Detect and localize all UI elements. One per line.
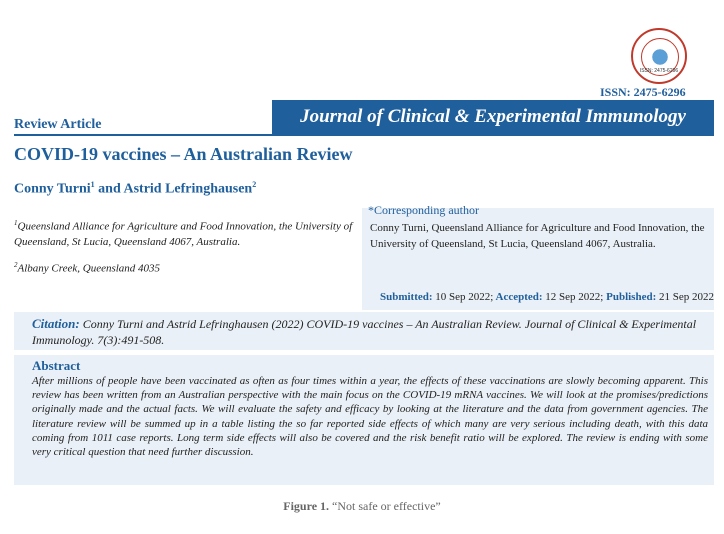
- submitted-date: 10 Sep 2022;: [432, 291, 494, 303]
- abstract-text: After millions of people have been vaccinated as often as four times within a year, the effects of these vaccinations are slowly becoming apparent. This review has been written from an Australian perspective with the main focus on the COVID-19 mRNA vaccines. We will look at the promises/predictions originally made and the actual facts. We will evaluate the safety and efficacy by looking at the literature and the data from government agencies. The literature review will be summed up in a table listing the so far reported side effects of which many are very serious including death, with this data coming from 1011 case reports. Long term side effects will also be covered and the risk benefit ratio will be explored. The review is ending with some very critical question that need further discussion.: [32, 375, 708, 459]
- author-1-affil: 1: [90, 180, 95, 189]
- affiliation-2-number: 2: [14, 261, 18, 269]
- article-type-label: Review Article: [14, 117, 102, 132]
- affiliation-2-text: Albany Creek, Queensland 4035: [17, 262, 161, 275]
- affiliation-2: [14, 258, 354, 277]
- accepted-date: 12 Sep 2022;: [542, 291, 604, 303]
- article-title: COVID-19 vaccines – An Australian Review: [14, 144, 353, 164]
- banner-divider: [14, 134, 714, 136]
- journal-logo: [631, 28, 687, 84]
- affiliation-1-number: 1: [14, 219, 18, 227]
- figure-caption: [0, 499, 724, 514]
- author-list: [14, 180, 256, 198]
- citation: [32, 316, 708, 348]
- published-label: Published:: [603, 291, 657, 303]
- corresponding-text: Conny Turni, Queensland Alliance for Agriculture and Food Innovation, the University of Queensland, St Lucia, Queensland 4067, Australia.: [370, 222, 705, 250]
- submitted-label: Submitted:: [379, 291, 433, 303]
- publication-dates: [362, 291, 714, 303]
- published-date: 21 Sep 2022: [656, 291, 714, 303]
- issn-label: ISSN: 2475-6296: [600, 85, 686, 99]
- corresponding-title: *Corresponding author: [368, 203, 479, 217]
- affiliation-1-text: Queensland Alliance for Agriculture and Food Innovation, the University of Queensland, St Lucia, Queensland 4067, Australia.: [14, 220, 353, 248]
- figure-caption-label: Figure 1.: [283, 499, 330, 513]
- logo-issn-text: ISSN: 2475-6296: [639, 68, 679, 74]
- author-1: Conny Turni: [14, 181, 91, 197]
- citation-label: Citation:: [32, 316, 80, 331]
- author-2-affil: 2: [252, 180, 257, 189]
- citation-text: Conny Turni and Astrid Lefringhausen (2022) COVID-19 vaccines – An Australian Review. Journal of Clinical & Experimental Immunology. 7(3):491-508.: [32, 317, 697, 347]
- journal-title: Journal of Clinical & Experimental Immunology: [300, 106, 686, 127]
- accepted-label: Accepted:: [493, 291, 543, 303]
- affiliation-1: [14, 216, 354, 250]
- figure-caption-text: “Not safe or effective”: [329, 499, 441, 513]
- abstract-heading: Abstract: [32, 358, 81, 373]
- author-2: Astrid Lefringhausen: [123, 181, 253, 197]
- author-conjunction: and: [94, 181, 124, 197]
